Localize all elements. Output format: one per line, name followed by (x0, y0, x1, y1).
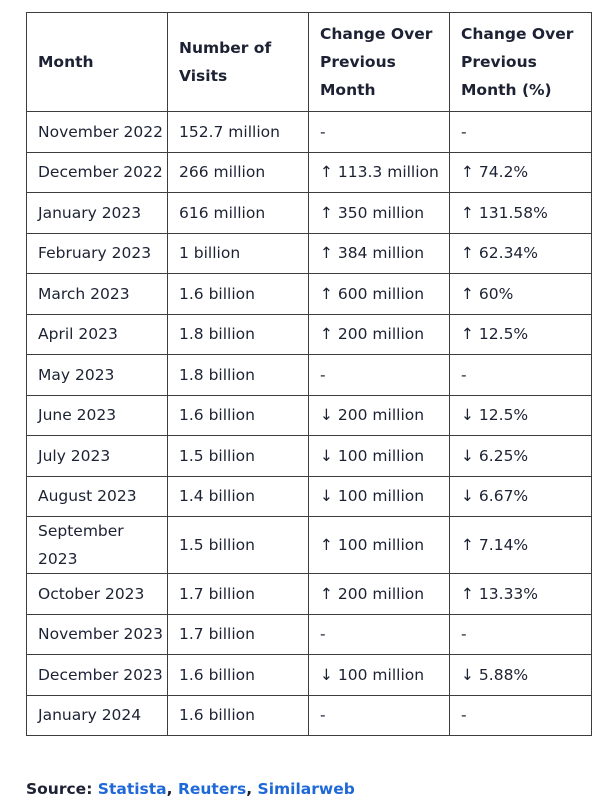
header-row (27, 13, 592, 112)
table-row (27, 314, 592, 355)
cell-change-percent: ↑ 12.5% (450, 314, 592, 355)
cell-change-percent: ↓ 5.88% (450, 655, 592, 696)
table-header (27, 13, 592, 112)
cell-visits: 1.8 billion (168, 355, 309, 396)
cell-visits: 152.7 million (168, 112, 309, 153)
table-row (27, 655, 592, 696)
source-line (26, 780, 355, 798)
cell-month: March 2023 (27, 274, 168, 315)
cell-change: - (309, 112, 450, 153)
cell-change: ↓ 100 million (309, 476, 450, 517)
cell-change: ↑ 350 million (309, 193, 450, 234)
cell-change-percent: ↓ 6.67% (450, 476, 592, 517)
cell-visits: 616 million (168, 193, 309, 234)
cell-visits: 1 billion (168, 233, 309, 274)
cell-change-percent: - (450, 355, 592, 396)
table-row (27, 233, 592, 274)
cell-visits: 1.4 billion (168, 476, 309, 517)
cell-month: May 2023 (27, 355, 168, 396)
cell-change-percent: - (450, 112, 592, 153)
header-visits: Number of Visits (168, 13, 309, 112)
cell-change: - (309, 355, 450, 396)
cell-change: ↑ 200 million (309, 314, 450, 355)
cell-month: February 2023 (27, 233, 168, 274)
table-body (27, 112, 592, 736)
cell-visits: 1.6 billion (168, 695, 309, 736)
cell-change-percent: ↑ 74.2% (450, 152, 592, 193)
cell-visits: 1.7 billion (168, 614, 309, 655)
cell-month: December 2022 (27, 152, 168, 193)
cell-visits: 1.7 billion (168, 574, 309, 615)
cell-change: - (309, 695, 450, 736)
cell-change-percent: - (450, 695, 592, 736)
cell-change-percent: ↑ 131.58% (450, 193, 592, 234)
cell-month: October 2023 (27, 574, 168, 615)
table-row (27, 436, 592, 477)
cell-visits: 1.6 billion (168, 655, 309, 696)
cell-month: December 2023 (27, 655, 168, 696)
header-change: Change Over Previous Month (309, 13, 450, 112)
table-row (27, 517, 592, 574)
cell-visits: 1.5 billion (168, 436, 309, 477)
cell-month: July 2023 (27, 436, 168, 477)
cell-change-percent: ↓ 12.5% (450, 395, 592, 436)
table-row (27, 112, 592, 153)
cell-change-percent: ↑ 13.33% (450, 574, 592, 615)
cell-change-percent: - (450, 614, 592, 655)
table-row (27, 614, 592, 655)
source-separator: , (246, 780, 258, 798)
cell-change-percent: ↑ 62.34% (450, 233, 592, 274)
cell-change: ↑ 113.3 million (309, 152, 450, 193)
cell-change: ↓ 200 million (309, 395, 450, 436)
table-row (27, 193, 592, 234)
table-row (27, 152, 592, 193)
header-change-percent: Change Over Previous Month (%) (450, 13, 592, 112)
table-row (27, 274, 592, 315)
cell-change: ↑ 200 million (309, 574, 450, 615)
cell-visits: 266 million (168, 152, 309, 193)
table-row (27, 574, 592, 615)
cell-month: November 2022 (27, 112, 168, 153)
header-month: Month (27, 13, 168, 112)
cell-change: ↑ 600 million (309, 274, 450, 315)
source-link-statista[interactable]: Statista (97, 780, 167, 798)
cell-month: January 2023 (27, 193, 168, 234)
table-row (27, 476, 592, 517)
cell-month: November 2023 (27, 614, 168, 655)
cell-change: - (309, 614, 450, 655)
source-separator: , (166, 780, 178, 798)
table-row (27, 355, 592, 396)
cell-change-percent: ↓ 6.25% (450, 436, 592, 477)
source-label: Source: (26, 780, 93, 798)
cell-month: June 2023 (27, 395, 168, 436)
table-row (27, 695, 592, 736)
cell-month: April 2023 (27, 314, 168, 355)
table-row (27, 395, 592, 436)
cell-change-percent: ↑ 7.14% (450, 517, 592, 574)
source-link-similarweb[interactable]: Similarweb (257, 780, 355, 798)
visits-table (26, 12, 592, 736)
cell-month: September 2023 (27, 517, 168, 574)
cell-visits: 1.6 billion (168, 395, 309, 436)
cell-change: ↓ 100 million (309, 655, 450, 696)
source-link-reuters[interactable]: Reuters (177, 780, 247, 798)
cell-change: ↓ 100 million (309, 436, 450, 477)
cell-visits: 1.6 billion (168, 274, 309, 315)
cell-change-percent: ↑ 60% (450, 274, 592, 315)
cell-month: August 2023 (27, 476, 168, 517)
cell-change: ↑ 384 million (309, 233, 450, 274)
cell-visits: 1.5 billion (168, 517, 309, 574)
cell-visits: 1.8 billion (168, 314, 309, 355)
cell-change: ↑ 100 million (309, 517, 450, 574)
cell-month: January 2024 (27, 695, 168, 736)
